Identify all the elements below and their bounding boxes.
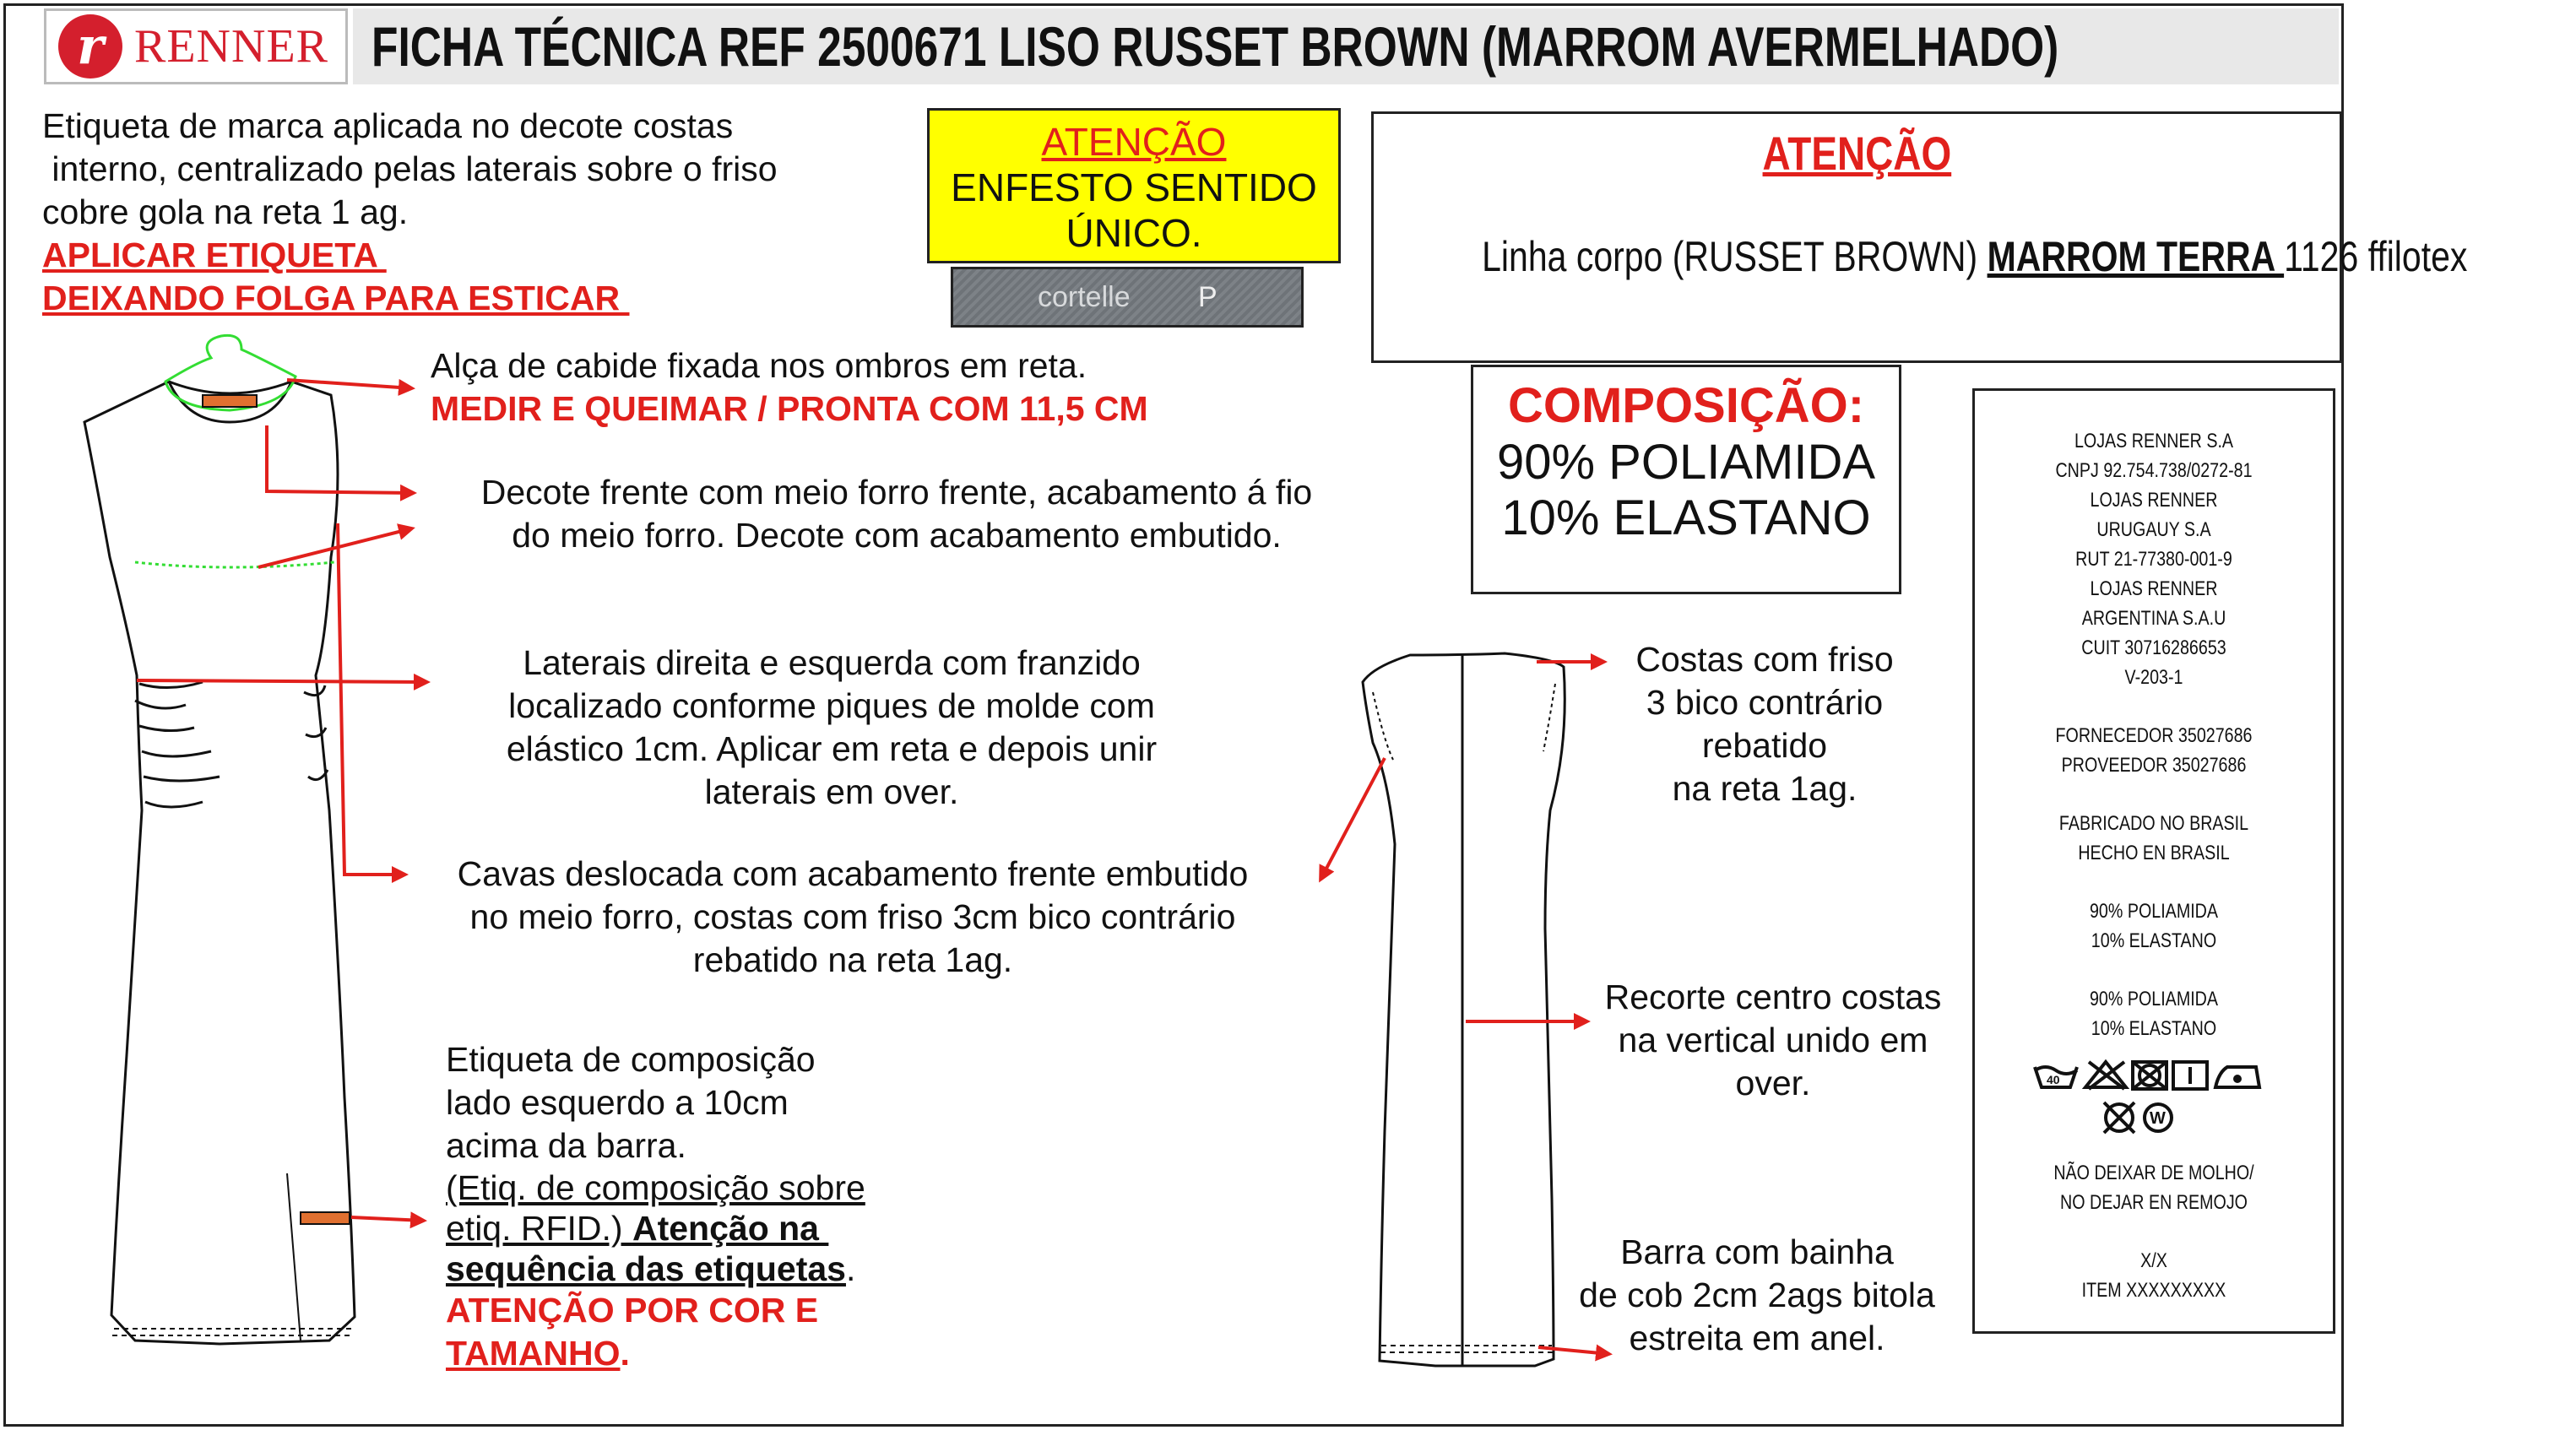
warning-line: ENFESTO SENTIDO bbox=[951, 165, 1317, 209]
note-punct: . bbox=[845, 1249, 856, 1288]
note-line: do meio forro. Decote com acabamento embutido. bbox=[512, 516, 1282, 555]
fabric-name: cortelle bbox=[1038, 281, 1131, 313]
note-warning-line: ATENÇÃO POR COR E bbox=[446, 1291, 819, 1330]
composition-line: 10% ELASTANO bbox=[1501, 490, 1871, 545]
label-line: RUT 21-77380-001-9 bbox=[2075, 548, 2232, 571]
note-line: Barra com bainha bbox=[1620, 1232, 1894, 1271]
label-line: X/X bbox=[2140, 1249, 2167, 1272]
composition-title: COMPOSIÇÃO: bbox=[1507, 378, 1865, 433]
note-line: Alça de cabide fixada nos ombros em reta. bbox=[431, 346, 1087, 385]
note-line: na reta 1ag. bbox=[1672, 769, 1857, 808]
label-line: ITEM XXXXXXXXX bbox=[2081, 1279, 2226, 1302]
composition-tag bbox=[301, 1212, 350, 1224]
label-line: FABRICADO NO BRASIL bbox=[2058, 812, 2249, 835]
page-title: FICHA TÉCNICA REF 2500671 LISO RUSSET BROWN (MARROM AVERMELHADO) bbox=[371, 15, 2059, 78]
note-line: de cob 2cm 2ags bitola bbox=[1579, 1276, 1935, 1314]
front-dress-sketch bbox=[84, 382, 355, 1344]
label-line: 90% POLIAMIDA bbox=[2089, 900, 2219, 923]
callout-arrows bbox=[137, 380, 1609, 1354]
note-line: Etiqueta de marca aplicada no decote costas bbox=[42, 106, 734, 145]
note-emphasis: sequência das etiquetas bbox=[446, 1249, 846, 1288]
thread-text: Linha corpo (RUSSET BROWN) bbox=[1482, 233, 1988, 280]
note-line: rebatido na reta 1ag. bbox=[692, 940, 1013, 979]
note-line: Etiqueta de composição bbox=[446, 1040, 816, 1079]
note-line: Decote frente com meio forro frente, acabamento á fio bbox=[480, 473, 1313, 512]
note-line: 3 bico contrário bbox=[1646, 683, 1884, 722]
note-line: interno, centralizado pelas laterais sobre o friso bbox=[42, 149, 778, 188]
note-warning-line: MEDIR E QUEIMAR / PRONTA COM 11,5 CM bbox=[431, 389, 1148, 428]
note-warning-line: TAMANHO bbox=[446, 1334, 621, 1373]
note-punct: . bbox=[620, 1334, 630, 1373]
note-line: Recorte centro costas bbox=[1604, 978, 1942, 1016]
label-line: NO DEJAR EN REMOJO bbox=[2060, 1191, 2248, 1214]
label-line: LOJAS RENNER S.A bbox=[2074, 430, 2234, 452]
arrow-neckline bbox=[267, 425, 414, 493]
label-line: LOJAS RENNER bbox=[2090, 577, 2218, 600]
front-dress-outline bbox=[84, 382, 355, 1344]
arrow-composition-tag bbox=[351, 1217, 424, 1221]
note-line: Laterais direita e esquerda com franzido bbox=[523, 643, 1141, 682]
note-line: na vertical unido em bbox=[1618, 1021, 1928, 1059]
label-line: 90% POLIAMIDA bbox=[2089, 988, 2219, 1010]
logo-text: RENNER bbox=[134, 20, 328, 73]
thread-warning-title: ATENÇÃO bbox=[1762, 127, 1951, 180]
note-emphasis: Atenção na bbox=[632, 1209, 829, 1248]
thread-code: 1126 ffilotex bbox=[2284, 233, 2468, 280]
note-line: lado esquerdo a 10cm bbox=[446, 1083, 789, 1122]
note-line: laterais em over. bbox=[704, 772, 959, 811]
arrow-armholes bbox=[338, 523, 405, 875]
note-line: acima da barra. bbox=[446, 1126, 686, 1165]
front-slit-line bbox=[287, 1173, 301, 1341]
fabric-size: P bbox=[1198, 281, 1217, 313]
note-line: localizado conforme piques de molde com bbox=[508, 686, 1155, 725]
label-line: ARGENTINA S.A.U bbox=[2081, 607, 2226, 630]
label-line: URUGAUY S.A bbox=[2096, 518, 2211, 541]
note-line: Costas com friso bbox=[1635, 640, 1894, 679]
label-line: NÃO DEIXAR DE MOLHO/ bbox=[2053, 1162, 2254, 1184]
note-line: over. bbox=[1735, 1064, 1811, 1102]
label-line: PROVEEDOR 35027686 bbox=[2061, 754, 2247, 777]
logo-mark-icon: r bbox=[58, 14, 122, 79]
label-line: V-203-1 bbox=[2124, 666, 2183, 689]
composition-line: 90% POLIAMIDA bbox=[1496, 435, 1876, 490]
thread-color-name: MARROM TERRA bbox=[1987, 233, 2285, 280]
note-line: (Etiq. de composição sobre bbox=[446, 1168, 865, 1207]
label-line: HECHO EN BRASIL bbox=[2078, 842, 2230, 864]
note-line: elástico 1cm. Aplicar em reta e depois unir bbox=[506, 729, 1158, 768]
arrow-sides bbox=[137, 680, 427, 682]
lining-line bbox=[135, 562, 334, 567]
note-line: estreita em anel. bbox=[1629, 1319, 1885, 1357]
note-line: cobre gola na reta 1 ag. bbox=[42, 192, 409, 231]
label-line: 10% ELASTANO bbox=[2091, 929, 2217, 952]
note-warning-line: APLICAR ETIQUETA bbox=[42, 236, 387, 274]
back-dress-sketch bbox=[1363, 653, 1565, 1366]
label-line: CUIT 30716286653 bbox=[2081, 636, 2226, 659]
warning-line: ÚNICO. bbox=[1066, 211, 1202, 255]
back-armhole-stitch bbox=[1373, 684, 1555, 760]
label-line: 10% ELASTANO bbox=[2091, 1017, 2217, 1040]
note-line: etiq. RFID.) bbox=[446, 1209, 632, 1248]
svg-text:W: W bbox=[2150, 1109, 2166, 1128]
label-line: FORNECEDOR 35027686 bbox=[2055, 724, 2253, 747]
label-line: LOJAS RENNER bbox=[2090, 489, 2218, 512]
brand-tag bbox=[203, 395, 257, 407]
back-dress-outline bbox=[1363, 653, 1565, 1366]
svg-text:40: 40 bbox=[2047, 1073, 2060, 1086]
note-line: no meio forro, costas com friso 3cm bico contrário bbox=[469, 897, 1236, 936]
label-line: CNPJ 92.754.738/0272-81 bbox=[2055, 459, 2253, 482]
note-line: rebatido bbox=[1701, 726, 1828, 765]
note-line: Cavas deslocada com acabamento frente embutido bbox=[457, 854, 1249, 893]
gather-lines bbox=[135, 682, 328, 807]
arrow-back-armhole bbox=[1321, 758, 1385, 880]
note-warning-line: DEIXANDO FOLGA PARA ESTICAR bbox=[42, 279, 630, 317]
warning-title: ATENÇÃO bbox=[1041, 120, 1227, 164]
